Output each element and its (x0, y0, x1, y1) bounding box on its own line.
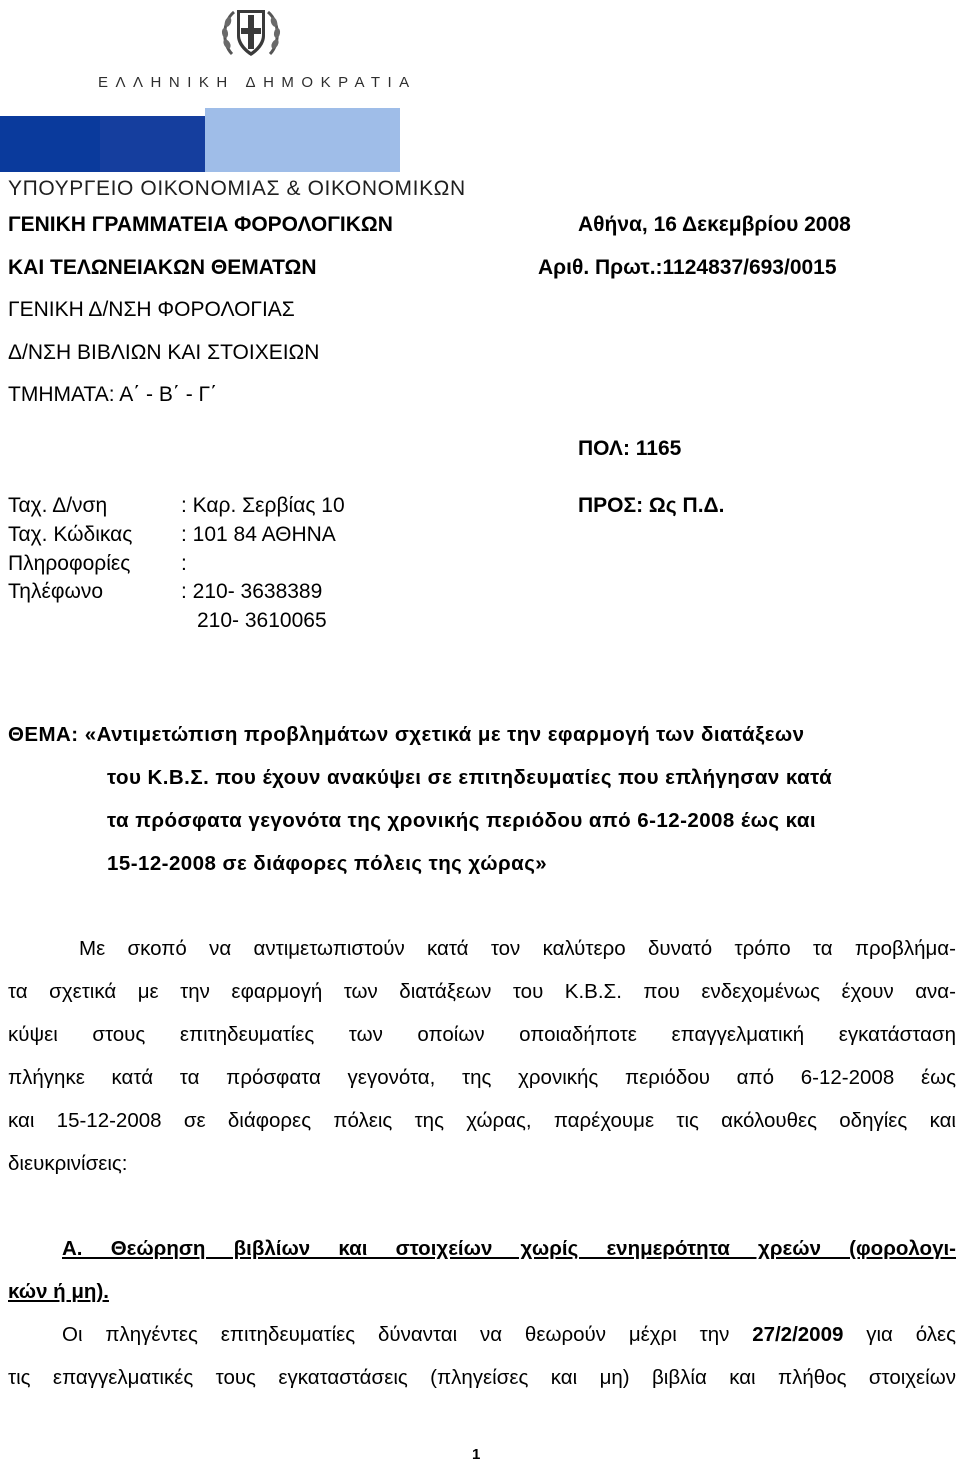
zip-value: : 101 84 ΑΘΗΝΑ (181, 523, 336, 546)
sender-line-5: ΤΜΗΜΑΤΑ: Α΄ - Β΄ - Γ΄ (8, 383, 218, 406)
section-a-heading-line-2: κών ή μη). (8, 1280, 109, 1303)
phone-label: Τηλέφωνο (8, 580, 104, 603)
page-number: 1 (472, 1446, 481, 1463)
subject-line-2: του Κ.Β.Σ. που έχουν ανακύψει σε επιτηδευματίες που επλήγησαν κατά (107, 766, 833, 789)
intro-line-4: πλήγηκε κατά τα πρόσφατα γεγονότα, της χρονικής περιόδου από 6-12-2008 έως (8, 1066, 956, 1089)
intro-line-6: διευκρινίσεις: (8, 1152, 128, 1175)
republic-title: ΕΛΛΗΝΙΚΗ ΔΗΜΟΚΡΑΤΙΑ (98, 74, 417, 91)
section-a-text-line-2: τις επαγγελματικές τους εγκαταστάσεις (πληγείσες και μη) βιβλία και πλήθος στοιχείων (8, 1366, 956, 1389)
ministry-color-bars-logo (0, 108, 400, 172)
intro-line-5: και 15-12-2008 σε διάφορες πόλεις της χώρας, παρέχουμε τις ακόλουθες οδηγίες και (8, 1109, 956, 1132)
intro-line-2: τα σχετικά με την εφαρμογή των διατάξεων του Κ.Β.Σ. που ενδεχομένως έχουν ανα- (8, 980, 956, 1003)
sender-line-4: Δ/ΝΣΗ ΒΙΒΛΙΩΝ ΚΑΙ ΣΤΟΙΧΕΙΩΝ (8, 341, 320, 364)
subject-line-3: τα πρόσφατα γεγονότα της χρονικής περιόδου από 6-12-2008 έως και (107, 809, 817, 832)
section-a-text-pre: Οι πληγέντες επιτηδευματίες δύνανται να θεωρούν μέχρι την (62, 1323, 753, 1346)
info-label: Πληροφορίες (8, 552, 131, 575)
phone-value-2: 210- 3610065 (197, 609, 327, 632)
street-label: Ταχ. Δ/νση (8, 494, 108, 517)
section-a-heading-line-1: Α. Θεώρηση βιβλίων και στοιχείων χωρίς ενημερότητα χρεών (φορολογι- (62, 1237, 956, 1260)
sender-line-1: ΓΕΝΙΚΗ ΓΡΑΜΜΑΤΕΙΑ ΦΟΡΟΛΟΓΙΚΩΝ (8, 213, 393, 236)
subject-line-1: ΘΕΜΑ: «Αντιμετώπιση προβλημάτων σχετικά με την εφαρμογή των διατάξεων (8, 723, 805, 746)
ministry-title: ΥΠΟΥΡΓΕΙΟ ΟΙΚΟΝΟΜΙΑΣ & ΟΙΚΟΝΟΜΙΚΩΝ (8, 177, 466, 200)
intro-line-1: Με σκοπό να αντιμετωπιστούν κατά τον καλύτερο δυνατό τρόπο τα προβλήμα- (79, 937, 956, 960)
zip-label: Ταχ. Κώδικας (8, 523, 133, 546)
sender-line-3: ΓΕΝΙΚΗ Δ/ΝΣΗ ΦΟΡΟΛΟΓΙΑΣ (8, 298, 295, 321)
street-value: : Καρ. Σερβίας 10 (181, 494, 345, 517)
phone-value-1: : 210- 3638389 (181, 580, 323, 603)
intro-line-3: κύψει στους επιτηδευματίες των οποίων οποιαδήποτε επαγγελματική εγκατάσταση (8, 1023, 956, 1046)
date-line: Αθήνα, 16 Δεκεμβρίου 2008 (578, 213, 851, 236)
subject-line-4: 15-12-2008 σε διάφορες πόλεις της χώρας» (107, 852, 548, 875)
section-a-text-line-1 (62, 1323, 956, 1347)
deadline-date: 27/2/2009 (752, 1323, 844, 1346)
info-value: : (181, 552, 187, 575)
greek-coat-of-arms-emblem (220, 4, 282, 62)
pol-number: ΠΟΛ: 1165 (578, 437, 682, 460)
sender-line-2: ΚΑΙ ΤΕΛΩΝΕΙΑΚΩΝ ΘΕΜΑΤΩΝ (8, 256, 317, 279)
section-a-text-post: για όλες (843, 1323, 956, 1346)
protocol-number: Αριθ. Πρωτ.:1124837/693/0015 (538, 256, 837, 279)
recipient-line: ΠΡΟΣ: Ως Π.Δ. (578, 494, 725, 517)
